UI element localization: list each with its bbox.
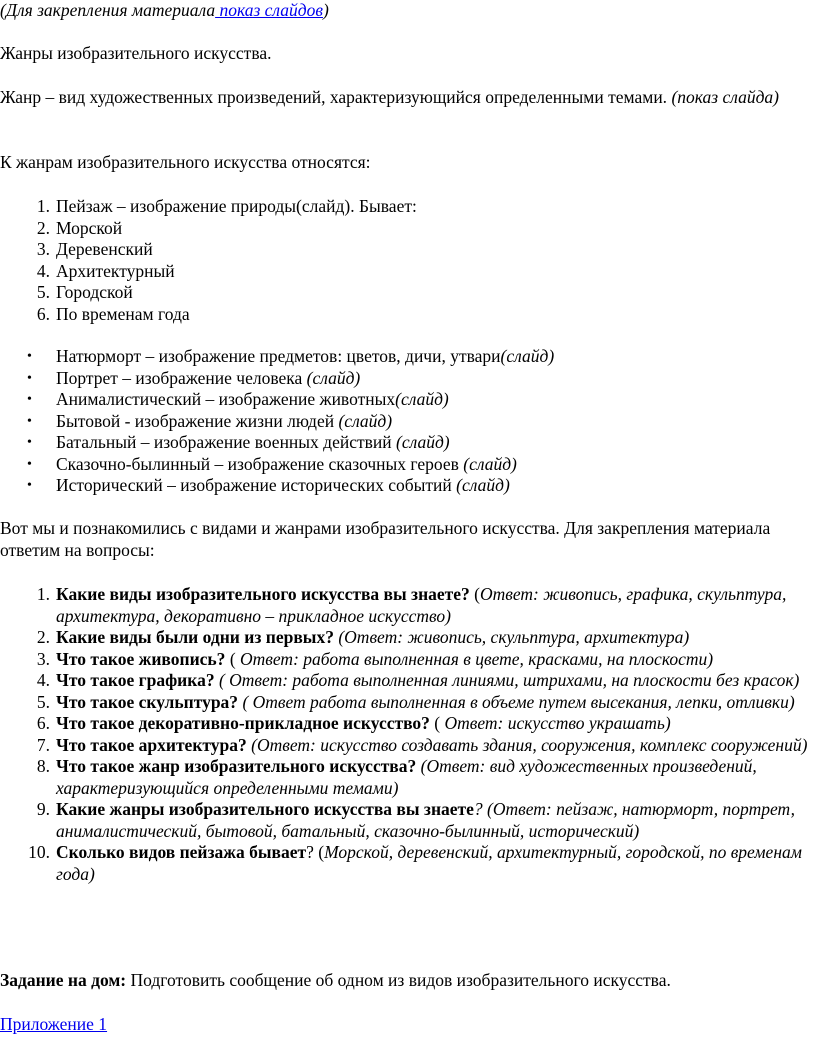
bullet-icon: • [27, 392, 32, 407]
list-item: • Портрет – изображение человека (слайд) [27, 367, 361, 388]
intro-line: (Для закрепления материала показ слайдов) [0, 0, 329, 20]
list-item: 1. Пейзаж – изображение природы(слайд). Бывает: [36, 196, 417, 216]
summary-paragraph: Вот мы и познакомились с видами и жанрами изобразительного искусства. Для закрепления материала ответим на вопросы: [0, 518, 771, 560]
list-item: 7. Что такое архитектура? (Ответ: искусство создавать здания, сооружения, комплекс сооружений) [36, 734, 808, 755]
list-item: 9. Какие жанры изобразительного искусства вы знаете? (Ответ: пейзаж, натюрморт, портрет, анималистический, бытовой, батальный, сказочно-былинный, исторический) [36, 799, 795, 841]
bullet-icon: • [27, 478, 32, 493]
list-item: 6. Что такое декоративно-прикладное искусство? ( Ответ: искусство украшать) [36, 713, 671, 733]
genre-definition: Жанр – вид художественных произведений, характеризующийся определенными темами. (показ слайда) [0, 87, 780, 107]
genres-intro: К жанрам изобразительного искусства относятся: [0, 152, 371, 172]
list-item: • Анималистический – изображение животных(слайд) [27, 389, 449, 409]
genre-bullet-list [0, 346, 812, 497]
landscape-list [0, 196, 812, 325]
page-heading: Жанры изобразительного искусства. [0, 43, 272, 63]
list-item: 4. Архитектурный [36, 260, 175, 281]
appendix-line [0, 1014, 812, 1036]
list-item: 1. Какие виды изобразительного искусства вы знаете? (Ответ: живопись, графика, скульптура, архитектура, декоративно – прикладное искусство) [36, 584, 787, 626]
bullet-icon: • [27, 435, 32, 450]
bullet-icon: • [27, 349, 32, 364]
questions-list [0, 584, 812, 885]
list-item: • Сказочно-былинный – изображение сказочных героев (слайд) [27, 453, 517, 474]
list-item: 8. Что такое жанр изобразительного искусства? (Ответ: вид художественных произведений, характеризующийся определенными темами) [36, 756, 757, 798]
bullet-icon: • [27, 413, 32, 429]
list-item: 2. Морской [36, 217, 123, 238]
list-item: 5. Что такое скульптура? ( Ответ работа выполненная в объеме путем высекания, лепки, отливки) [36, 691, 795, 712]
list-item: 3. Что такое живопись? ( Ответ: работа выполненная в цвете, красками, на плоскости) [36, 648, 714, 669]
bullet-icon: • [27, 456, 32, 472]
homework-line: Задание на дом: Подготовить сообщение об одном из видов изобразительного искусства. [0, 970, 671, 990]
list-item: • Исторический – изображение исторических событий (слайд) [27, 475, 510, 495]
list-item: • Бытовой - изображение жизни людей (слайд) [27, 410, 393, 431]
list-item: • Батальный – изображение военных действий (слайд) [27, 432, 450, 452]
list-item: • Натюрморт – изображение предметов: цветов, дичи, утвари(слайд) [27, 346, 555, 366]
list-item: 5. Городской [36, 282, 133, 302]
list-item: 4. Что такое графика? ( Ответ: работа выполненная линиями, штрихами, на плоскости без красок) [36, 670, 800, 690]
list-item: 3. Деревенский [36, 239, 153, 259]
bullet-icon: • [27, 370, 32, 386]
list-item: 10. Сколько видов пейзажа бывает? (Морской, деревенский, архитектурный, городской, по временам года) [28, 842, 802, 884]
slideshow-link[interactable]: показ слайдов [215, 0, 323, 20]
list-item: 2. Какие виды были одни из первых? (Ответ: живопись, скульптура, архитектура) [36, 627, 690, 647]
appendix-link[interactable]: Приложение 1 [0, 1014, 108, 1034]
list-item: 6. По временам года [36, 303, 190, 324]
